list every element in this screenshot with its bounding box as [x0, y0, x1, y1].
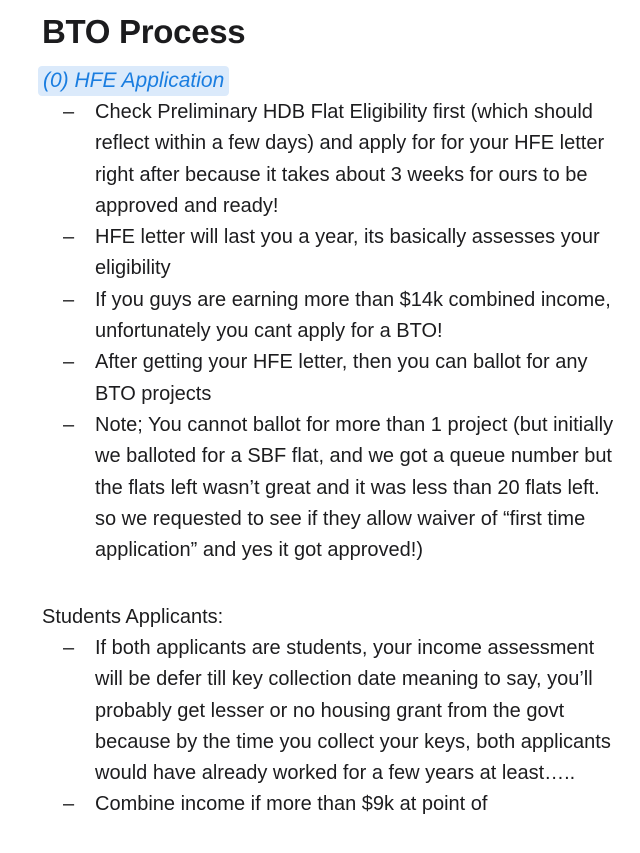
- bullet-dash: –: [63, 101, 75, 123]
- list-item-text: Check Preliminary HDB Flat Eligibility first (which should reflect within a few days) and apply for for your HFE letter right after because it takes about 3 weeks for ours to be approved and ready!: [95, 101, 605, 217]
- list-item: [0, 789, 615, 820]
- list-item: [0, 410, 615, 566]
- bullet-dash: –: [63, 637, 75, 659]
- bullet-dash: –: [63, 288, 75, 311]
- page-title: BTO Process: [42, 13, 246, 50]
- bullet-dash: –: [63, 413, 75, 436]
- list-item: [0, 285, 615, 348]
- list-item: [0, 633, 615, 789]
- list-item-text: After getting your HFE letter, then you can ballot for any BTO projects: [95, 351, 588, 405]
- list-item-text: Note; You cannot ballot for more than 1 project (but initially we balloted for a SBF flat, and we got a queue number but the flats left wasn’t great and it was less than 20 flats left. so we requested to see if they allow waiver of “first time application” and yes it got approved!): [95, 413, 614, 562]
- section-tag-hfe-application[interactable]: (0) HFE Application: [38, 66, 229, 96]
- hfe-bullet-list: [0, 97, 615, 566]
- bullet-dash: –: [63, 351, 75, 374]
- list-item: [0, 97, 615, 222]
- bullet-dash: –: [63, 793, 75, 816]
- list-item: [0, 347, 615, 410]
- students-applicants-label: Students Applicants:: [42, 606, 224, 628]
- bullet-dash: –: [63, 226, 75, 249]
- list-item-text: If you guys are earning more than $14k combined income, unfortunately you cant apply for a BTO!: [95, 288, 611, 343]
- students-bullet-list: [0, 633, 615, 821]
- list-item-text: HFE letter will last you a year, its basically assesses your eligibility: [95, 226, 600, 280]
- list-item-text: If both applicants are students, your income assessment will be defer till key collection date meaning to say, you’ll probably get lesser or no housing grant from the govt because by the time you collect your keys, both applicants would have already worked for a few years at least…..: [95, 637, 611, 785]
- list-item-text: Combine income if more than $9k at point of: [95, 793, 488, 816]
- list-item: [0, 222, 615, 285]
